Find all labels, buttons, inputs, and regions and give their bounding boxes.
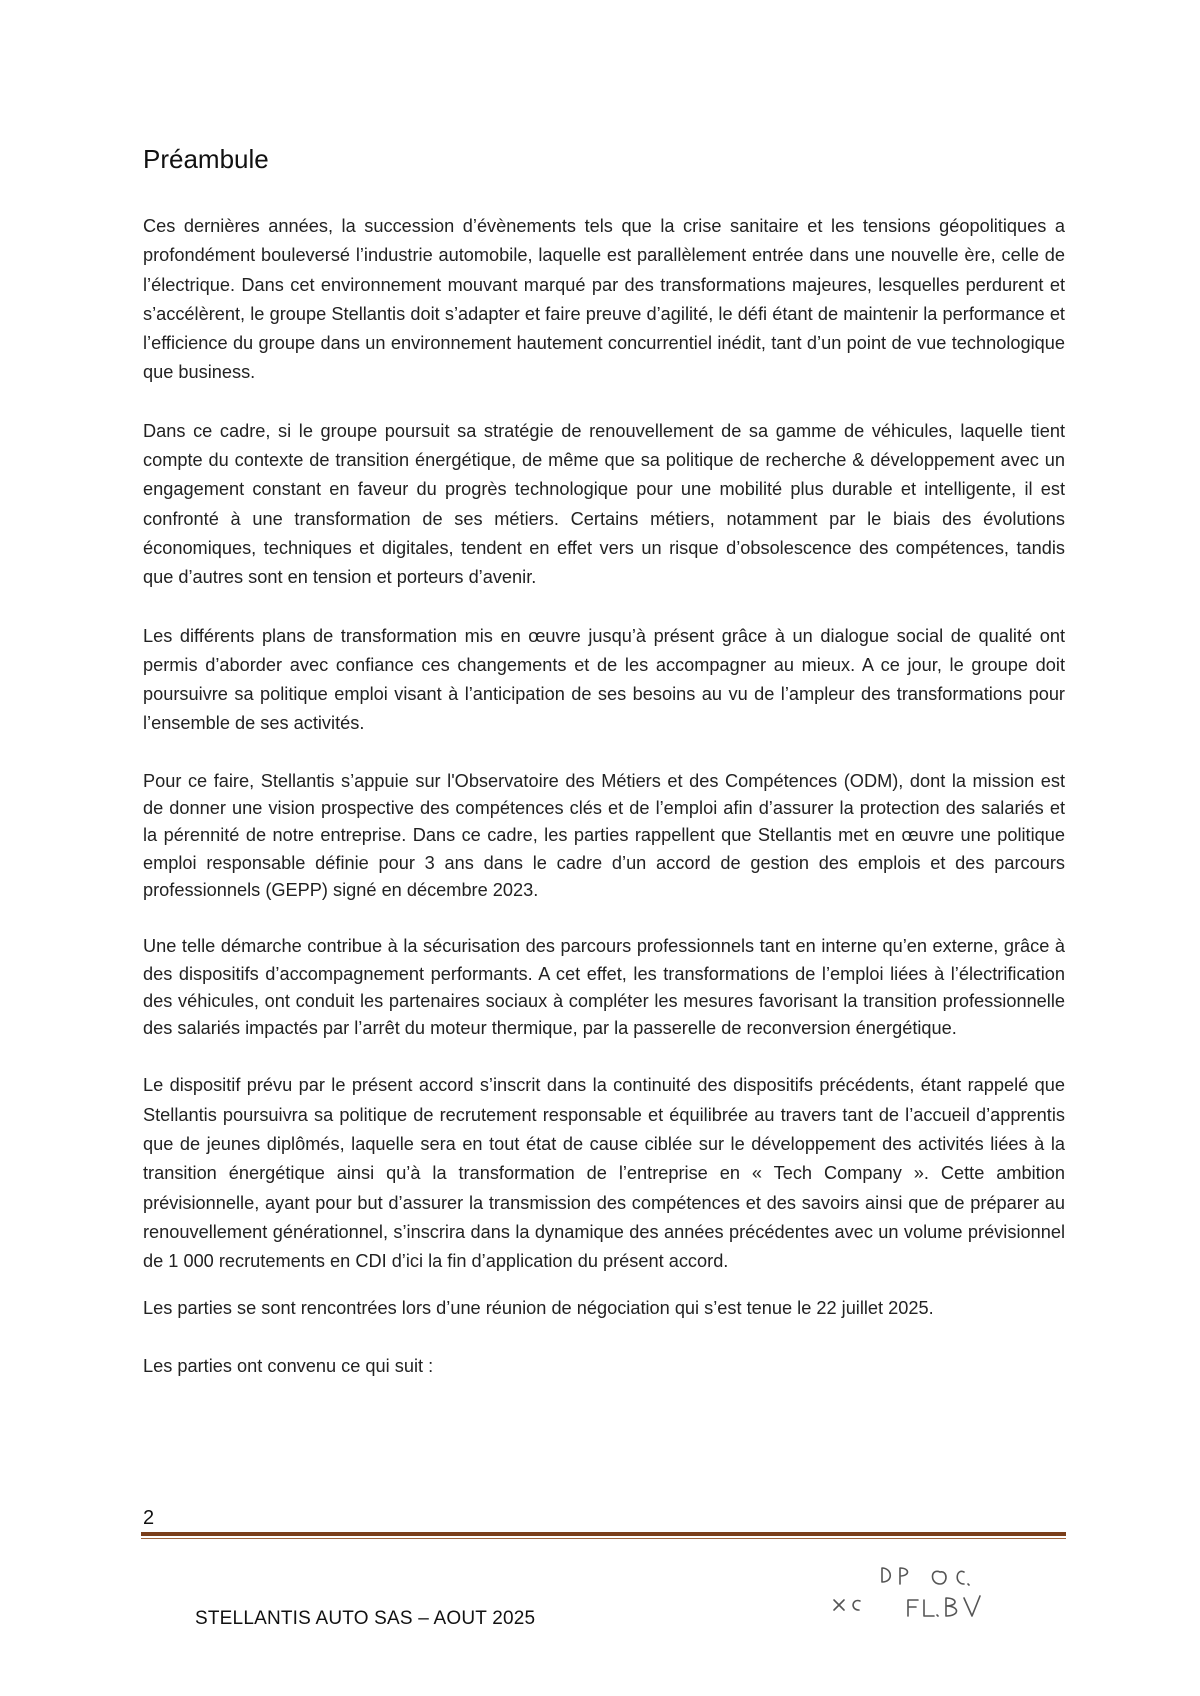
paragraph-3: Les différents plans de transformation mis en œuvre jusqu’à présent grâce à un dialogue social de qualité ont permis d’aborder avec confiance ces changements et de les accompagner au mieux. A ce jour, le groupe doit poursuivre sa politique emploi visant à l’anticipation de ses besoins au vu de l’ampleur des transformations pour l’ensemble de ses activités.	[143, 625, 1065, 734]
body-text	[143, 212, 1065, 1381]
paragraph-1: Ces dernières années, la succession d’évènements tels que la crise sanitaire et les tensions géopolitiques a profondément bouleversé l’industrie automobile, laquelle est parallèlement entrée dans une nouvelle ère, celle de l’électrique. Dans cet environnement mouvant marqué par des transformations majeures, lesquelles perdurent et s’accélèrent, le groupe Stellantis doit s’adapter et faire preuve d’agilité, le défi étant de maintenir la performance et l’efficience du groupe dans un environnement hautement concurrentiel inédit, tant d’un point de vue technologique que business.	[143, 216, 1065, 383]
initials-drawing	[826, 1548, 1006, 1618]
paragraph-4: Pour ce faire, Stellantis s’appuie sur l'Observatoire des Métiers et des Compétences (ODM), dont la mission est de donner une vision prospective des compétences clés et de l’emploi afin d’assurer la protection des salariés et la pérennité de notre entreprise. Dans ce cadre, les parties rappellent que Stellantis met en œuvre une politique emploi responsable définie pour 3 ans dans le cadre d’un accord de gestion des emplois et des parcours professionnels (GEPP) signé en décembre 2023.	[143, 770, 1065, 900]
handwritten-initials-icon	[826, 1548, 1006, 1618]
paragraph-5: Une telle démarche contribue à la sécurisation des parcours professionnels tant en interne qu’en externe, grâce à des dispositifs d’accompagnement performants. A cet effet, les transformations de l’emploi liées à l’électrification des véhicules, ont conduit les partenaires sociaux à compléter les mesures favorisant la transition professionnelle des salariés impactés par l’arrêt du moteur thermique, par la passerelle de reconversion énergétique.	[143, 936, 1065, 1039]
footer-rule	[141, 1532, 1066, 1536]
paragraph-6: Le dispositif prévu par le présent accord s’inscrit dans la continuité des dispositifs précédents, étant rappelé que Stellantis poursuivra sa politique de recrutement responsable et équilibrée au travers tant de l’accueil d’apprentis que de jeunes diplômés, laquelle sera en tout état de cause ciblée sur le développement des activités liées à la transition énergétique ainsi qu’à la transformation de l’entreprise en « Tech Company ». Cette ambition prévisionnelle, ayant pour but d’assurer la transmission des compétences et des savoirs ainsi que de préparer au renouvellement générationnel, s’inscrira dans la dynamique des années précédentes avec un volume prévisionnel de 1 000 recrutements en CDI d’ici la fin d’application du présent accord.	[143, 1075, 1065, 1272]
footer-rule-thin	[141, 1538, 1066, 1539]
paragraph-7: Les parties se sont rencontrées lors d’une réunion de négociation qui s’est tenue le 22 juillet 2025.	[143, 1297, 934, 1318]
section-title: Préambule	[143, 144, 269, 174]
paragraph-8: Les parties ont convenu ce qui suit :	[143, 1355, 434, 1376]
footer-company-date: STELLANTIS AUTO SAS – AOUT 2025	[195, 1608, 536, 1629]
page-number: 2	[143, 1507, 155, 1529]
paragraph-2: Dans ce cadre, si le groupe poursuit sa stratégie de renouvellement de sa gamme de véhicules, laquelle tient compte du contexte de transition énergétique, de même que sa politique de recherche & développement avec un engagement constant en faveur du progrès technologique pour une mobilité plus durable et intelligente, il est confronté à une transformation de ses métiers. Certains métiers, notamment par le biais des évolutions économiques, techniques et digitales, tendent en effet vers un risque d’obsolescence des compétences, tandis que d’autres sont en tension et porteurs d’avenir.	[143, 420, 1065, 588]
